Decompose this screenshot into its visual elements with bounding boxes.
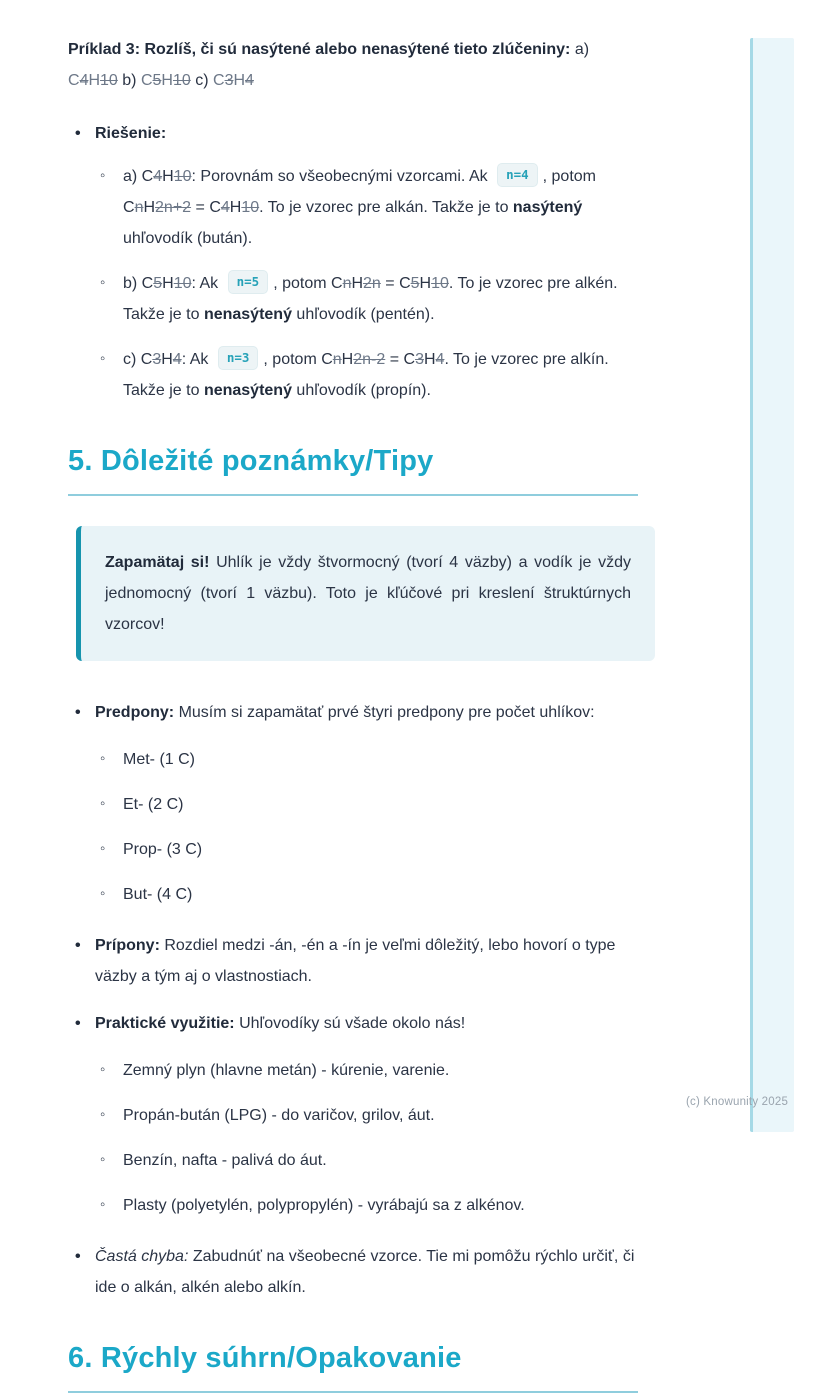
- example-title: Príklad 3: Rozlíš, či sú nasýtené alebo nenasýtené tieto zlúčeniny: a) C4H10 b) C5H10 c) C3H4: [68, 41, 590, 89]
- remember-callout: [76, 526, 655, 661]
- note-predpony: • Predpony: Musím si zapamätať prvé štyri predpony pre počet uhlíkov:: [68, 697, 638, 728]
- prefix-item-but: ◦ But- (4 C): [96, 879, 638, 910]
- page-edge-strip: [750, 38, 794, 1132]
- page-content: [68, 34, 638, 1393]
- remember-callout-text: Zapamätaj si! Uhlík je vždy štvormocný (tvorí 4 väzby) a vodík je vždy jednomocný (tvorí 1 väzbu). Toto je kľúčové pri kreslení štruktúrnych vzorcov!: [105, 554, 631, 633]
- usage-item-lpg: ◦ Propán-bután (LPG) - do varičov, grilov, áut.: [96, 1100, 638, 1131]
- section-heading-6: 6. Rýchly súhrn/Opakovanie: [68, 1339, 638, 1393]
- prefix-item-met: ◦ Met- (1 C): [96, 744, 638, 775]
- note-prakticke: • Praktické využitie: Uhľovodíky sú všade okolo nás!: [68, 1008, 638, 1039]
- prefix-item-et: ◦ Et- (2 C): [96, 789, 638, 820]
- usage-item-zemny-plyn: ◦ Zemný plyn (hlavne metán) - kúrenie, varenie.: [96, 1055, 638, 1086]
- notes-list: [68, 697, 638, 1303]
- solution-item-b: ◦ b) C5H10: Ak n=5 , potom CnH2n = C5H10. To je vzorec pre alkén. Takže je to nenasýtený uhľovodík (pentén).: [96, 268, 638, 330]
- prefix-item-prop: ◦ Prop- (3 C): [96, 834, 638, 865]
- section-heading-5: 5. Dôležité poznámky/Tipy: [68, 442, 638, 496]
- solution-item-c: ◦ c) C3H4: Ak n=3 , potom CnH2n-2 = C3H4. To je vzorec pre alkín. Takže je to nenasýtený uhľovodík (propín).: [96, 344, 638, 406]
- solution-list: [68, 118, 638, 406]
- usage-item-plasty: ◦ Plasty (polyetylén, polypropylén) - vyrábajú sa z alkénov.: [96, 1190, 638, 1221]
- note-casta-chyba: • Častá chyba: Zabudnúť na všeobecné vzorce. Tie mi pomôžu rýchlo určiť, či ide o alkán, alkén alebo alkín.: [68, 1241, 638, 1303]
- note-pripony: • Prípony: Rozdiel medzi -án, -én a -ín je veľmi dôležitý, lebo hovorí o type väzby a tým aj o vlastnostiach.: [68, 930, 638, 992]
- solution-label: • Riešenie:: [68, 118, 638, 149]
- solution-item-a: ◦ a) C4H10: Porovnám so všeobecnými vzorcami. Ak n=4 , potom CnH2n+2 = C4H10. To je vzorec pre alkán. Takže je to nasýtený uhľovodík (bután).: [96, 161, 638, 254]
- copyright-footer: (c) Knowunity 2025: [686, 1096, 789, 1108]
- usage-item-benzin: ◦ Benzín, nafta - palivá do áut.: [96, 1145, 638, 1176]
